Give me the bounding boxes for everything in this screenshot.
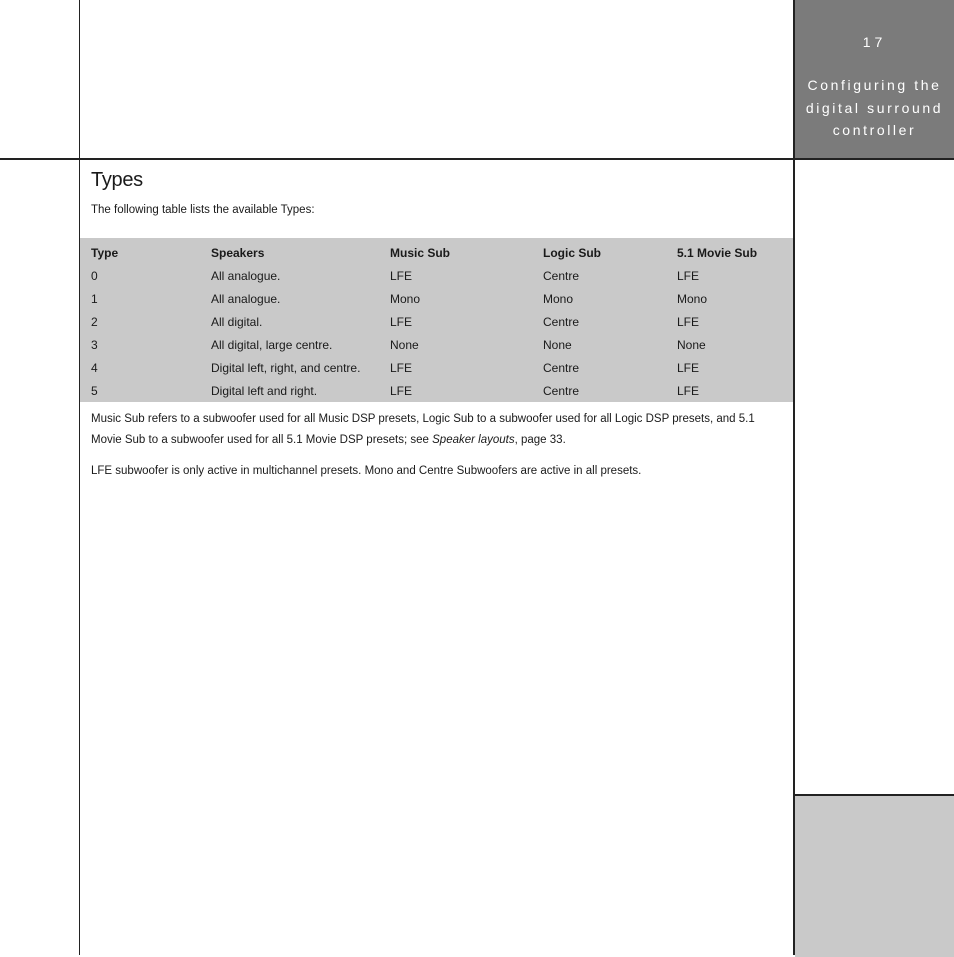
lfe-note-paragraph: LFE subwoofer is only active in multichannel presets. Mono and Centre Subwoofers are active in all presets.	[91, 465, 642, 477]
table-row	[91, 356, 787, 379]
table-cell: 3	[91, 337, 98, 352]
table-cell: All analogue.	[211, 291, 281, 306]
table-cell: None	[677, 337, 706, 352]
intro-text: The following table lists the available Types:	[91, 204, 315, 216]
types-table-panel	[80, 238, 793, 402]
table-cell: 0	[91, 268, 98, 283]
side-footer-block	[795, 794, 954, 957]
types-table	[91, 241, 787, 402]
table-cell: LFE	[677, 360, 700, 375]
table-header-row	[91, 241, 787, 264]
table-cell: Mono	[543, 291, 574, 306]
table-cell: LFE	[390, 314, 413, 329]
column-header: Music Sub	[390, 245, 451, 260]
page-title: Types	[91, 169, 143, 191]
page-number: 17	[862, 34, 887, 50]
table-cell: Centre	[543, 383, 580, 398]
table-cell: LFE	[390, 360, 413, 375]
table-cell: LFE	[677, 314, 700, 329]
table-cell: All digital, large centre.	[211, 337, 333, 352]
table-row	[91, 287, 787, 310]
table-cell: Mono	[677, 291, 708, 306]
table-cell: Centre	[543, 268, 580, 283]
para-text: Music Sub refers to a subwoofer used for all Music DSP presets, Logic Sub to a subwoofer used for all Logic DSP presets, and 5.1 Movie Sub to a subwoofer used for all 5.1 Movie DSP presets; see	[91, 413, 755, 446]
cross-reference-link[interactable]: Speaker layouts	[432, 433, 515, 446]
table-cell: 2	[91, 314, 98, 329]
table-cell: 4	[91, 360, 98, 375]
table-cell: 1	[91, 291, 98, 306]
table-cell: LFE	[390, 268, 413, 283]
column-header: Type	[91, 245, 119, 260]
table-row	[91, 333, 787, 356]
section-title: Configuring the digital surround controller	[805, 77, 944, 138]
table-cell: Centre	[543, 314, 580, 329]
header-rule	[0, 158, 954, 160]
content-header	[91, 169, 791, 192]
table-cell: None	[390, 337, 419, 352]
sub-explanation-paragraph	[91, 409, 781, 450]
table-row	[91, 264, 787, 287]
table-cell: Digital left, right, and centre.	[211, 360, 361, 375]
table-cell: LFE	[390, 383, 413, 398]
column-header: Logic Sub	[543, 245, 601, 260]
right-margin-rule	[793, 0, 795, 955]
column-header: 5.1 Movie Sub	[677, 245, 758, 260]
table-cell: 5	[91, 383, 98, 398]
table-cell: Centre	[543, 360, 580, 375]
table-cell: LFE	[677, 383, 700, 398]
column-header: Speakers	[211, 245, 265, 260]
table-cell: Mono	[390, 291, 421, 306]
table-row	[91, 379, 787, 402]
table-cell: Digital left and right.	[211, 383, 318, 398]
para-text: , page 33.	[514, 433, 566, 446]
table-cell: LFE	[677, 268, 700, 283]
left-margin-rule	[79, 0, 80, 955]
table-cell: None	[543, 337, 572, 352]
table-cell: All analogue.	[211, 268, 281, 283]
table-row	[91, 310, 787, 333]
side-tab	[795, 0, 954, 158]
table-cell: All digital.	[211, 314, 263, 329]
